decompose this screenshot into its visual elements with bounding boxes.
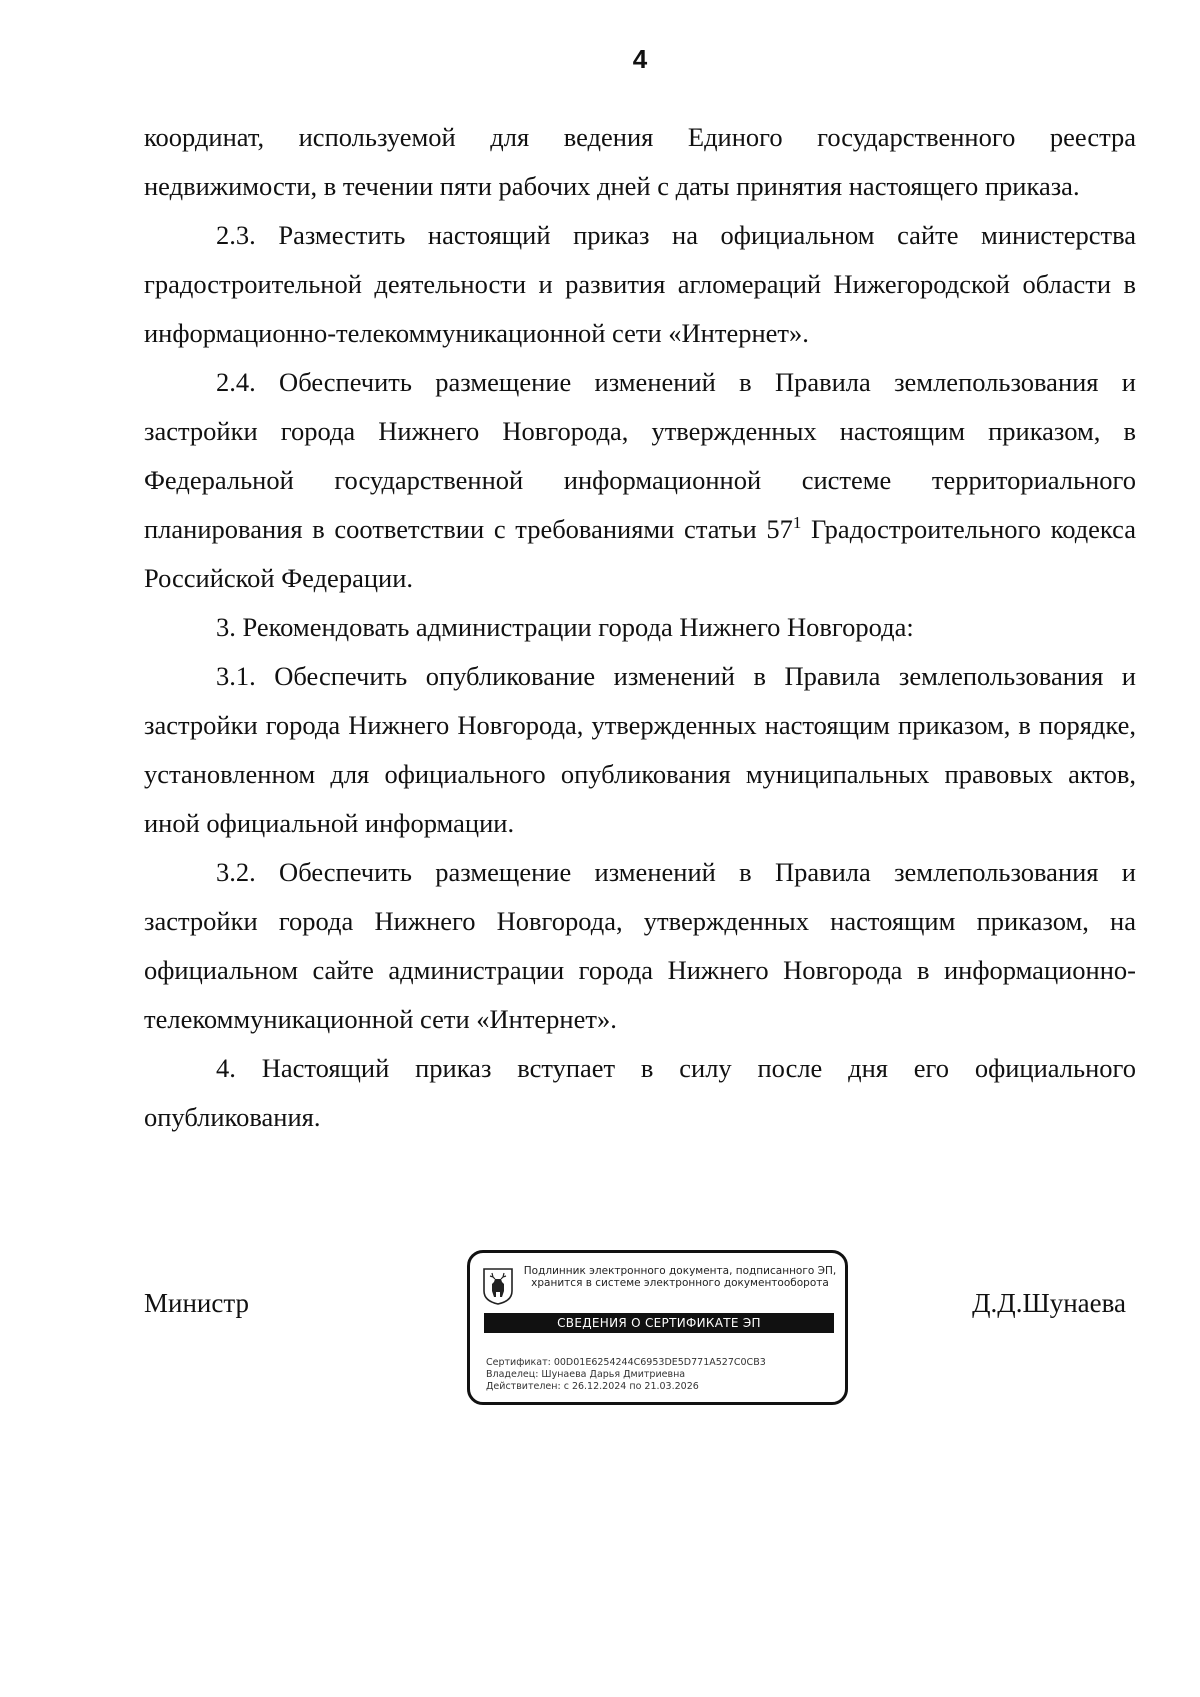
stamp-certificate-bar: СВЕДЕНИЯ О СЕРТИФИКАТЕ ЭП (484, 1313, 834, 1333)
stamp-header-line-1: Подлинник электронного документа, подписанного ЭП, (523, 1265, 837, 1277)
stamp-certificate-info (486, 1357, 766, 1393)
stamp-validity: Действителен: с 26.12.2024 по 21.03.2026 (486, 1381, 699, 1392)
stamp-certificate-number: Сертификат: 00D01E6254244C6953DE5D771A527C0CB3 (486, 1357, 766, 1368)
paragraph-2-4 (144, 358, 1136, 603)
stamp-owner: Владелец: Шунаева Дарья Дмитриевна (486, 1369, 686, 1380)
deer-coat-of-arms-icon (482, 1267, 514, 1305)
signer-position: Министр (144, 1288, 249, 1318)
page-number: 4 (632, 44, 648, 74)
paragraph-2-3: 2.3. Разместить настоящий приказ на официальном сайте министерства градостроительной деятельности и развития агломераций Нижегородской области в информационно-телекоммуникационной сети «Интернет». (144, 220, 1136, 348)
paragraph-2-4-text: 2.4. Обеспечить размещение изменений в Правила землепользования и застройки города Нижнего Новгорода, утвержденных настоящим приказом, в Федеральной государственной информационной системе территориального планирования в соответствии с требованиями статьи 57 (144, 367, 1136, 544)
paragraph-continuation: координат, используемой для ведения Единого государственного реестра недвижимости, в течении пяти рабочих дней с даты принятия настоящего приказа. (144, 122, 1136, 201)
paragraph-3: 3. Рекомендовать администрации города Нижнего Новгорода: (216, 612, 914, 642)
paragraph-3-2: 3.2. Обеспечить размещение изменений в Правила землепользования и застройки города Нижнего Новгорода, утвержденных настоящим приказом, на официальном сайте администрации города Нижнего Новгорода в информационно-телекоммуникационной сети «Интернет». (144, 857, 1136, 1034)
electronic-signature-stamp (467, 1250, 848, 1405)
paragraph-2-4-tail: Градостроительного кодекса Российской Федерации. (144, 514, 1136, 593)
paragraph-4: 4. Настоящий приказ вступает в силу после дня его официального опубликования. (144, 1053, 1136, 1132)
document-body (144, 113, 1136, 1142)
stamp-header-line-2: хранится в системе электронного документооборота (531, 1277, 829, 1289)
superscript-1: 1 (792, 513, 802, 532)
paragraph-3-1: 3.1. Обеспечить опубликование изменений в Правила землепользования и застройки города Нижнего Новгорода, утвержденных настоящим приказом, в порядке, установленном для официального опубликования муниципальных правовых актов, иной официальной информации. (144, 661, 1136, 838)
stamp-header (520, 1265, 840, 1289)
signer-name: Д.Д.Шунаева (972, 1288, 1126, 1318)
